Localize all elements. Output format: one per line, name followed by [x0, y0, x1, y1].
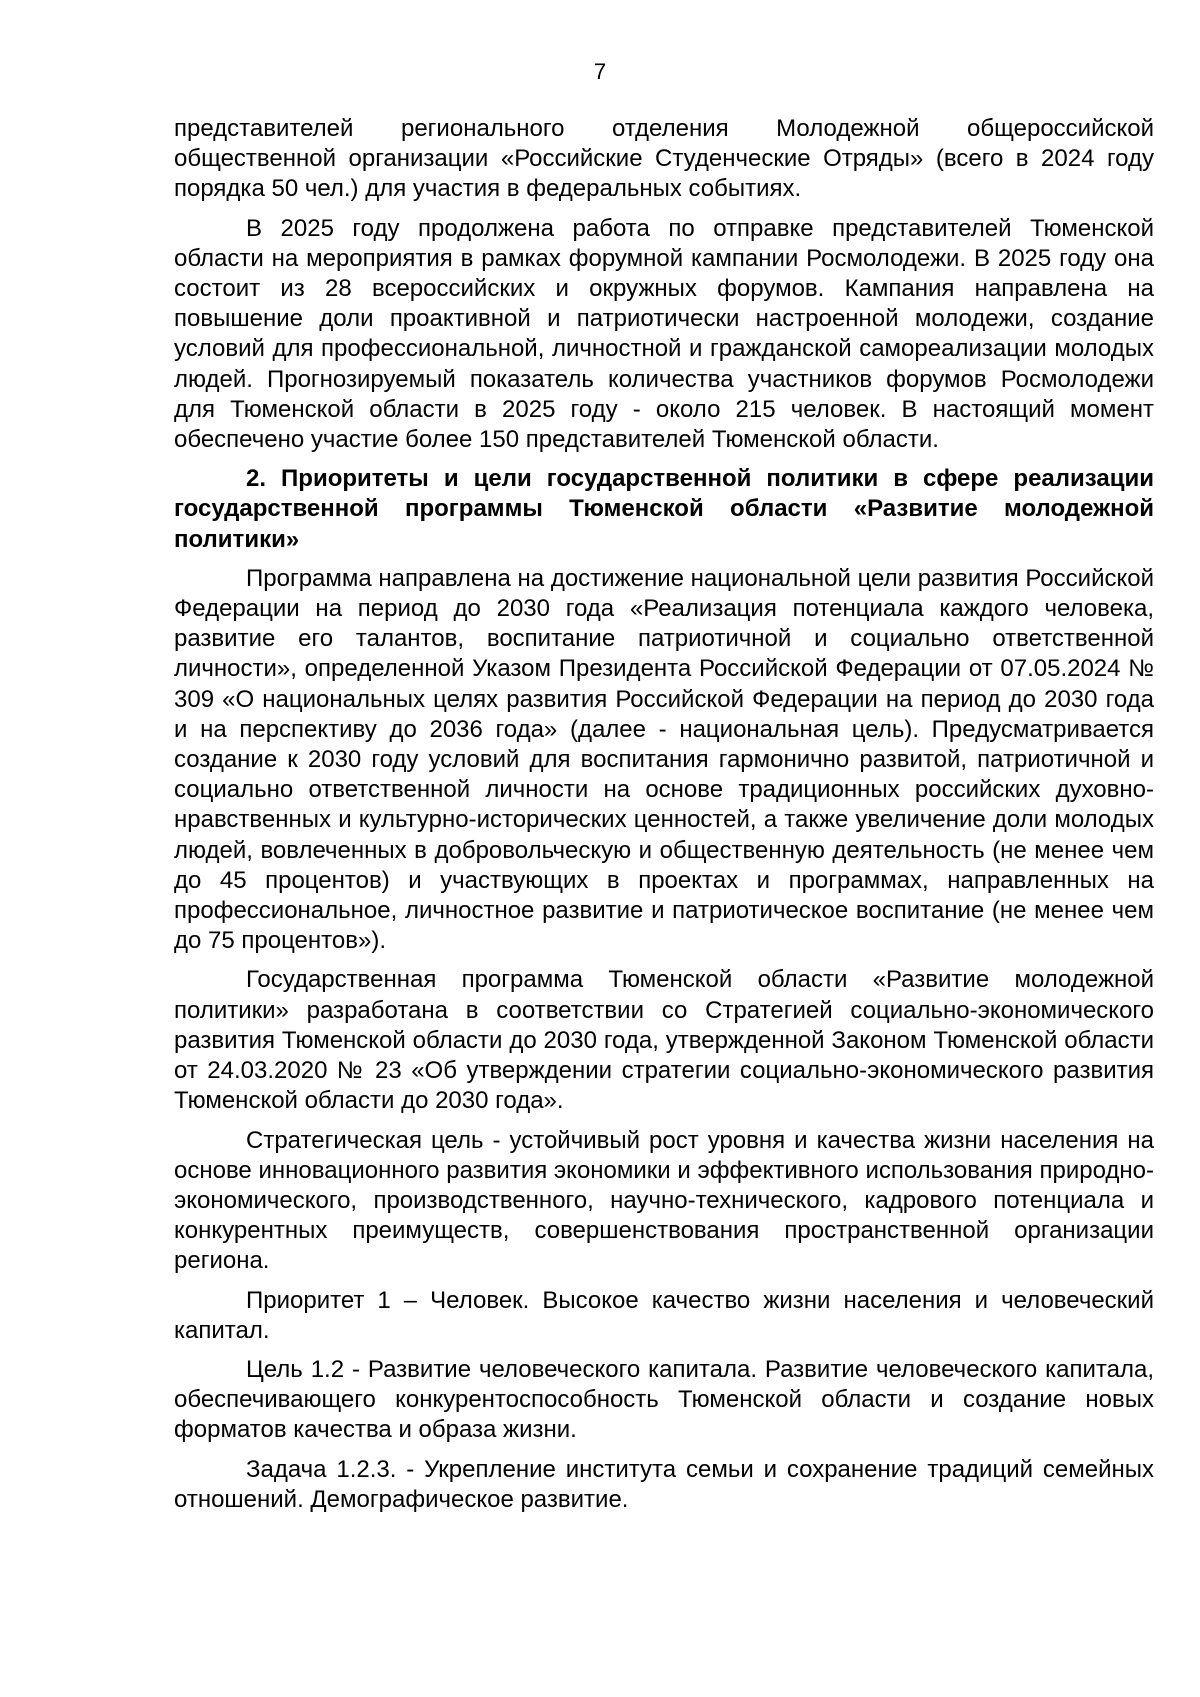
paragraph-state-program: Государственная программа Тюменской области «Развитие молодежной политики» разработана в соответствии со Стратегией социально-экономического развития Тюменской области до 2030 года, утвержденной Законом Тюменской области от 24.03.2020 № 23 «Об утверждении стратегии социально-экономического развития Тюменской области до 2030 года». — [174, 966, 1154, 1115]
paragraph-forum-campaign: В 2025 году продолжена работа по отправке представителей Тюменской области на мероприятия в рамках форумной кампании Росмолодежи. В 2025 году она состоит из 28 всероссийских и окружных форумов. Кампания направлена на повышение доли проактивной и патриотически настроенной молодежи, создание условий для профессиональной, личностной и гражданской самореализации молодых людей. Прогнозируемый показатель количества участников форумов Росмолодежи для Тюменской области в 2025 году - около 215 человек. В настоящий момент обеспечено участие более 150 представителей Тюменской области. — [174, 214, 1154, 454]
paragraph-task-1-2-3: Задача 1.2.3. - Укрепление института семьи и сохранение традиций семейных отношений. Демографическое развитие. — [174, 1455, 1154, 1513]
page-number: 7 — [593, 59, 607, 84]
paragraph-goal-1-2: Цель 1.2 - Развитие человеческого капитала. Развитие человеческого капитала, обеспечивающего конкурентоспособность Тюменской области и создание новых форматов качества и образа жизни. — [174, 1355, 1154, 1444]
section-heading: 2. Приоритеты и цели государственной политики в сфере реализации государственной программы Тюменской области «Развитие молодежной политики» — [174, 465, 1154, 553]
document-body — [174, 114, 1154, 1524]
paragraph-continuation: представителей регионального отделения Молодежной общероссийской общественной организации «Российские Студенческие Отряды» (всего в 2024 году порядка 50 чел.) для участия в федеральных событиях. — [174, 115, 1154, 203]
paragraph-priority: Приоритет 1 – Человек. Высокое качество жизни населения и человеческий капитал. — [174, 1286, 1154, 1344]
paragraph-national-goal: Программа направлена на достижение национальной цели развития Российской Федерации на период до 2030 года «Реализация потенциала каждого человека, развитие его талантов, воспитание патриотичной и социально ответственной личности», определенной Указом Президента Российской Федерации от 07.05.2024 № 309 «О национальных целях развития Российской Федерации на период до 2030 года и на перспективу до 2036 года» (далее - национальная цель). Предусматривается создание к 2030 году условий для воспитания гармонично развитой, патриотичной и социально ответственной личности на основе традиционных российских духовно-нравственных и культурно-исторических ценностей, а также увеличение доли молодых людей, вовлеченных в добровольческую и общественную деятельность (не менее чем до 45 процентов) и участвующих в проектах и программах, направленных на профессиональное, личностное развитие и патриотическое воспитание (не менее чем до 75 процентов»). — [174, 564, 1154, 955]
paragraph-strategic-goal: Стратегическая цель - устойчивый рост уровня и качества жизни населения на основе инновационного развития экономики и эффективного использования природно-экономического, производственного, научно-технического, кадрового потенциала и конкурентных преимуществ, совершенствования пространственной организации региона. — [174, 1126, 1154, 1275]
